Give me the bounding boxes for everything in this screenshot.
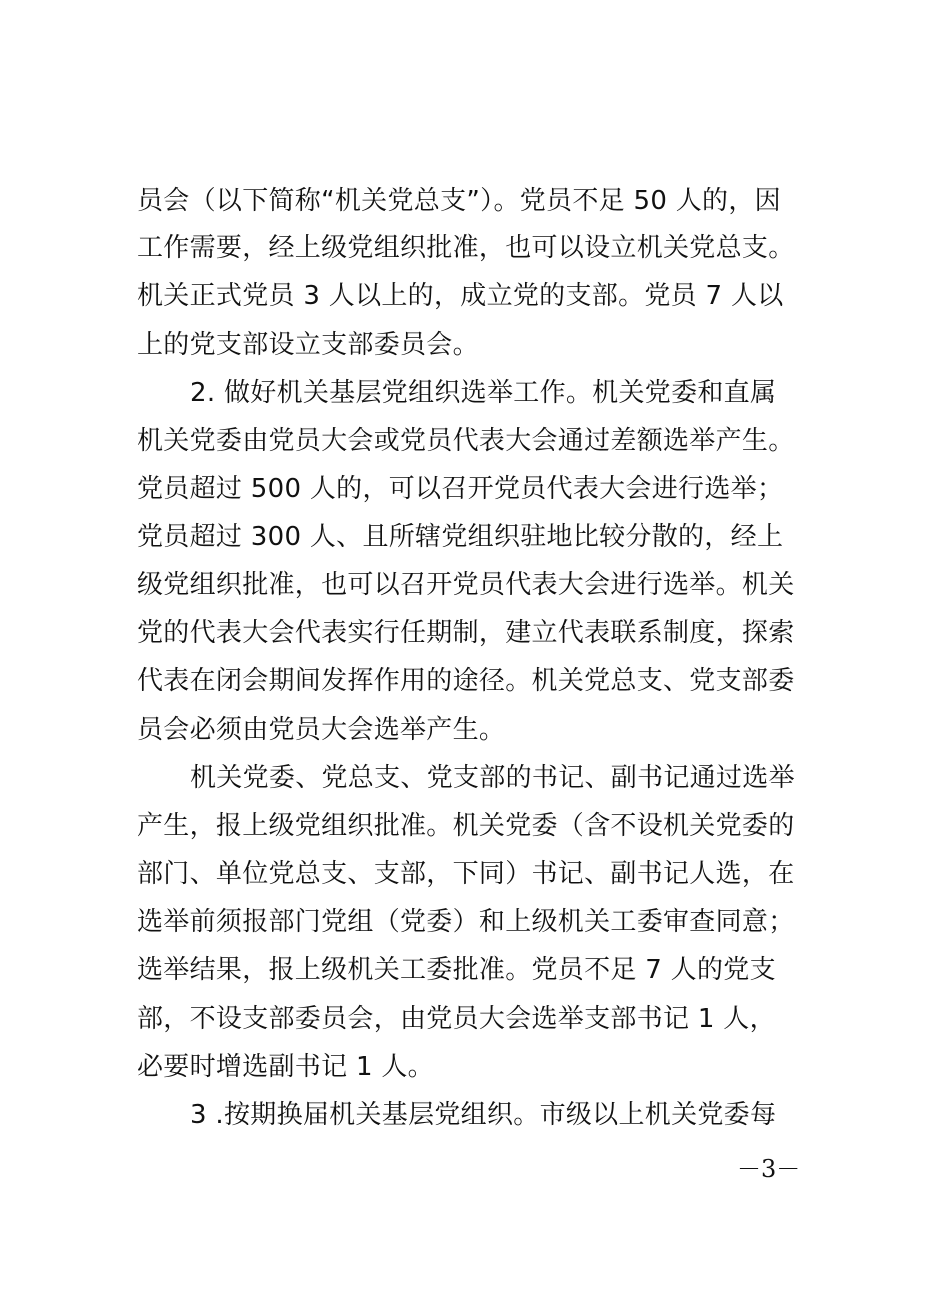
page-number: －3－	[737, 1155, 801, 1183]
text-line: 选举结果，报上级机关工委批准。党员不足 7 人的党支	[137, 955, 776, 985]
paragraph-start-line: 2. 做好机关基层党组织选举工作。机关党委和直属	[190, 378, 777, 408]
text-line: 工作需要，经上级党组织批准，也可以设立机关党总支。	[137, 233, 795, 263]
paragraph-start-line: 3 .按期换届机关基层党组织。市级以上机关党委每	[190, 1100, 777, 1130]
text-line: 党员超过 500 人的，可以召开党员代表大会进行选举；	[137, 474, 784, 504]
text-line: 产生，报上级党组织批准。机关党委（含不设机关党委的	[137, 811, 795, 841]
text-line: 部，不设支部委员会，由党员大会选举支部书记 1 人，	[137, 1004, 776, 1034]
paragraph-start-line: 机关党委、党总支、党支部的书记、副书记通过选举	[190, 763, 795, 793]
text-line: 员会（以下简称“机关党总支”）。党员不足 50 人的，因	[137, 186, 781, 216]
text-line: 机关正式党员 3 人以上的，成立党的支部。党员 7 人以	[137, 281, 784, 311]
text-line: 党员超过 300 人、且所辖党组织驻地比较分散的，经上	[137, 522, 784, 552]
text-line: 选举前须报部门党组（党委）和上级机关工委审查同意；	[137, 907, 795, 937]
text-line: 党的代表大会代表实行任期制，建立代表联系制度，探索	[137, 618, 795, 648]
text-line: 代表在闭会期间发挥作用的途径。机关党总支、党支部委	[137, 666, 795, 696]
text-line: 必要时增选副书记 1 人。	[137, 1052, 434, 1082]
text-line: 员会必须由党员大会选举产生。	[137, 715, 506, 745]
text-line: 机关党委由党员大会或党员代表大会通过差额选举产生。	[137, 426, 795, 456]
text-line: 上的党支部设立支部委员会。	[137, 330, 479, 360]
text-line: 部门、单位党总支、支部，下同）书记、副书记人选，在	[137, 859, 795, 889]
text-line: 级党组织批准，也可以召开党员代表大会进行选举。机关	[137, 570, 795, 600]
